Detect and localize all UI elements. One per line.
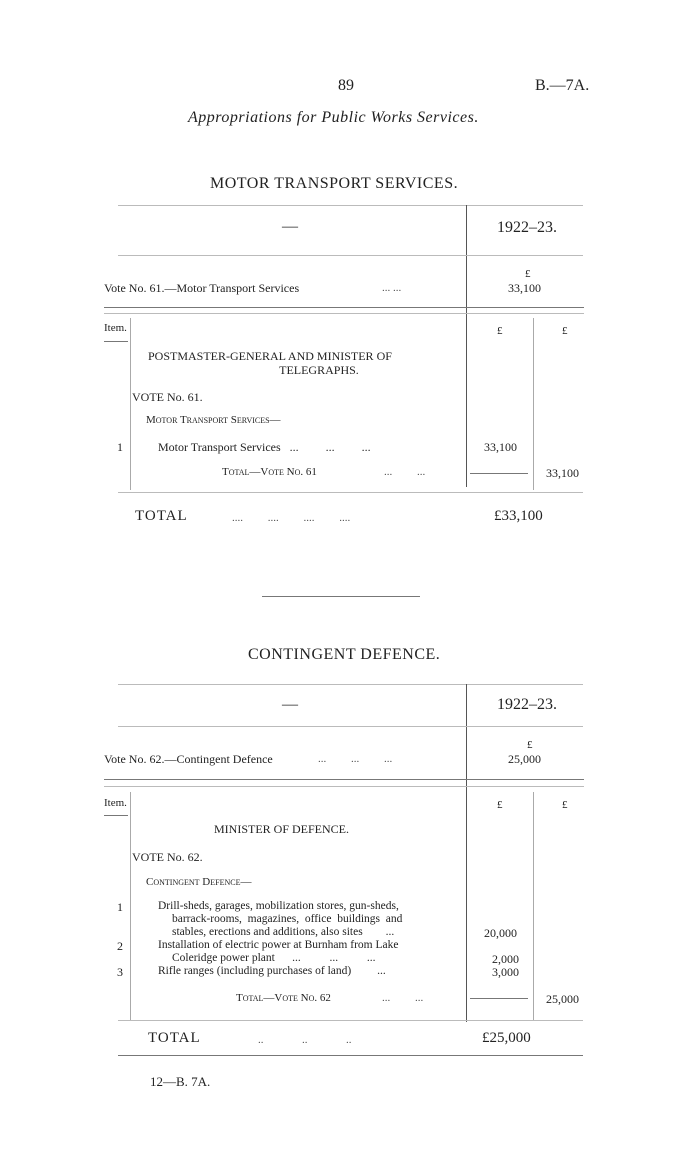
vote-number: VOTE No. 61. xyxy=(132,390,203,404)
vote-line-dots: ... ... xyxy=(382,282,402,294)
item-text-line: stables, erections and additions, also sites ... xyxy=(172,926,395,938)
item-header-rule-2 xyxy=(104,815,128,816)
item-text-line: Drill-sheds, garages, mobilization stores, gun-sheds, xyxy=(158,900,399,912)
item-text-line: Rifle ranges (including purchases of land) ... xyxy=(158,965,386,977)
total-vote-amount: 33,100 xyxy=(546,466,579,480)
column-header-dash-2: — xyxy=(282,696,298,713)
item-number: 1 xyxy=(117,900,123,914)
item-text-line: barrack-rooms, magazines, office buildings and xyxy=(172,913,403,925)
column-divider xyxy=(466,205,467,487)
item-text-line: Installation of electric power at Burnham from Lake xyxy=(158,939,399,951)
grand-total-label: TOTAL xyxy=(135,508,188,524)
sub-heading: Motor Transport Services— xyxy=(146,414,281,426)
year-header: 1922–23. xyxy=(497,219,557,236)
table-top-rule-2 xyxy=(118,684,583,685)
item-amount: 33,100 xyxy=(484,440,517,454)
grand-total-amount-2: £25,000 xyxy=(482,1030,531,1046)
item-number: 1 xyxy=(117,440,123,454)
amount-divider-2 xyxy=(533,792,534,1020)
year-header-2: 1922–23. xyxy=(497,696,557,713)
total-vote-label-2: Total—Vote No. 62 xyxy=(236,992,331,1004)
ministry-heading xyxy=(148,349,392,377)
vote-rule-2 xyxy=(104,313,584,314)
section-title-defence: CONTINGENT DEFENCE. xyxy=(248,646,441,663)
vote-pound-sign-2: £ xyxy=(527,739,533,751)
ministry-heading-2: MINISTER OF DEFENCE. xyxy=(214,822,350,836)
col-pound-1: £ xyxy=(497,325,503,337)
table-top-rule xyxy=(118,205,583,206)
item-divider xyxy=(130,318,131,490)
item-header-rule xyxy=(104,341,128,342)
header-rule-2 xyxy=(118,726,583,727)
vote-number-2: VOTE No. 62. xyxy=(132,850,203,864)
grand-total-dots: .... .... .... .... xyxy=(232,512,351,524)
sum-rule-2 xyxy=(470,998,528,999)
vote-rule-4 xyxy=(104,786,584,787)
vote-line-dots-2: ... ... ... xyxy=(318,753,393,765)
final-rule xyxy=(118,1055,583,1056)
header-rule xyxy=(118,255,583,256)
page-subtitle: Appropriations for Public Works Services. xyxy=(188,109,479,126)
vote-line-amount: 33,100 xyxy=(508,281,541,295)
vote-line-label: Vote No. 61.—Motor Transport Services xyxy=(104,281,300,295)
item-divider-2 xyxy=(130,792,131,1020)
page-footer: 12—B. 7A. xyxy=(150,1074,211,1089)
ministry-heading-line1: POSTMASTER-GENERAL AND MINISTER OF xyxy=(148,349,392,363)
vote-rule-3 xyxy=(104,779,584,780)
item-amount: 3,000 xyxy=(492,965,519,979)
col-pound-4: £ xyxy=(562,799,568,811)
item-column-header: Item. xyxy=(104,322,127,334)
item-number: 2 xyxy=(117,939,123,953)
item-column-header-2: Item. xyxy=(104,797,127,809)
page-number: 89 xyxy=(338,77,354,94)
item-amount: 2,000 xyxy=(492,952,519,966)
amount-divider xyxy=(533,318,534,490)
item-text-line: Coleridge power plant ... ... ... xyxy=(172,952,376,964)
vote-line-label-2: Vote No. 62.—Contingent Defence xyxy=(104,752,273,766)
vote-pound-sign: £ xyxy=(525,268,531,280)
total-vote-label: Total—Vote No. 61 xyxy=(222,466,317,478)
document-reference: B.—7A. xyxy=(535,77,590,94)
col-pound-3: £ xyxy=(497,799,503,811)
item-text: Motor Transport Services ... ... ... xyxy=(158,440,371,454)
vote-line-amount-2: 25,000 xyxy=(508,752,541,766)
table-bottom-rule-2 xyxy=(118,1020,583,1021)
total-vote-dots-2: ... ... xyxy=(382,992,424,1004)
item-number: 3 xyxy=(117,965,123,979)
column-divider-2 xyxy=(466,684,467,1022)
ministry-heading-line2: TELEGRAPHS. xyxy=(279,363,359,377)
column-header-dash: — xyxy=(282,218,298,235)
total-vote-amount-2: 25,000 xyxy=(546,992,579,1006)
sum-rule xyxy=(470,473,528,474)
grand-total-dots-2: .. .. .. xyxy=(258,1034,352,1046)
col-pound-2: £ xyxy=(562,325,568,337)
item-amount: 20,000 xyxy=(484,926,517,940)
grand-total-label-2: TOTAL xyxy=(148,1030,201,1046)
grand-total-amount: £33,100 xyxy=(494,508,543,524)
total-vote-dots: ... ... xyxy=(384,466,426,478)
sub-heading-2: Contingent Defence— xyxy=(146,876,252,888)
section-separator xyxy=(262,596,420,597)
table-bottom-rule xyxy=(118,492,583,493)
vote-rule xyxy=(104,307,584,308)
section-title-motor: MOTOR TRANSPORT SERVICES. xyxy=(210,175,459,192)
